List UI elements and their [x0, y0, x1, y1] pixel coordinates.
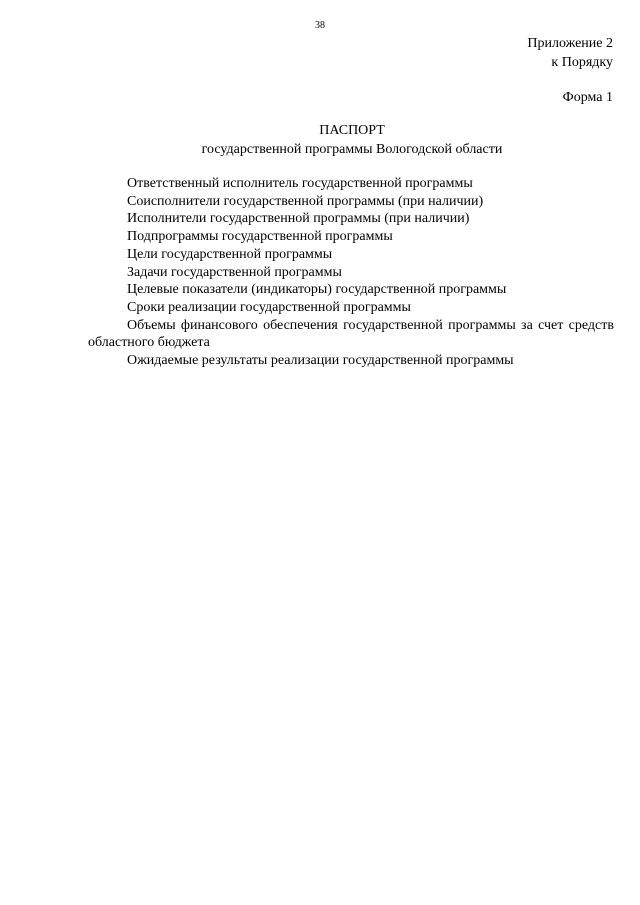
list-item: Сроки реализации государственной программы: [127, 299, 411, 315]
list-item: Соисполнители государственной программы (при наличии): [127, 193, 484, 209]
list-item: Объемы финансового обеспечения государственной программы за счет средств областного бюджета: [88, 317, 614, 351]
page-number: 38: [315, 20, 325, 31]
list-item: Задачи государственной программы: [127, 264, 342, 280]
list-item: Подпрограммы государственной программы: [127, 229, 393, 245]
list-item: Исполнители государственной программы (при наличии): [127, 211, 470, 227]
passport-items-list: [88, 175, 614, 370]
appendix-line-1: Приложение 2: [527, 36, 613, 51]
list-item: Целевые показатели (индикаторы) государственной программы: [127, 282, 507, 298]
appendix-line-2: к Порядку: [551, 55, 613, 70]
list-item: Ожидаемые результаты реализации государственной программы: [127, 353, 514, 369]
form-label: Форма 1: [562, 90, 613, 105]
document-subtitle: государственной программы Вологодской области: [201, 142, 503, 157]
appendix-reference: [527, 34, 613, 72]
list-item: Цели государственной программы: [127, 246, 333, 262]
list-item: Ответственный исполнитель государственной программы: [127, 176, 473, 191]
document-title: ПАСПОРТ: [319, 123, 385, 138]
